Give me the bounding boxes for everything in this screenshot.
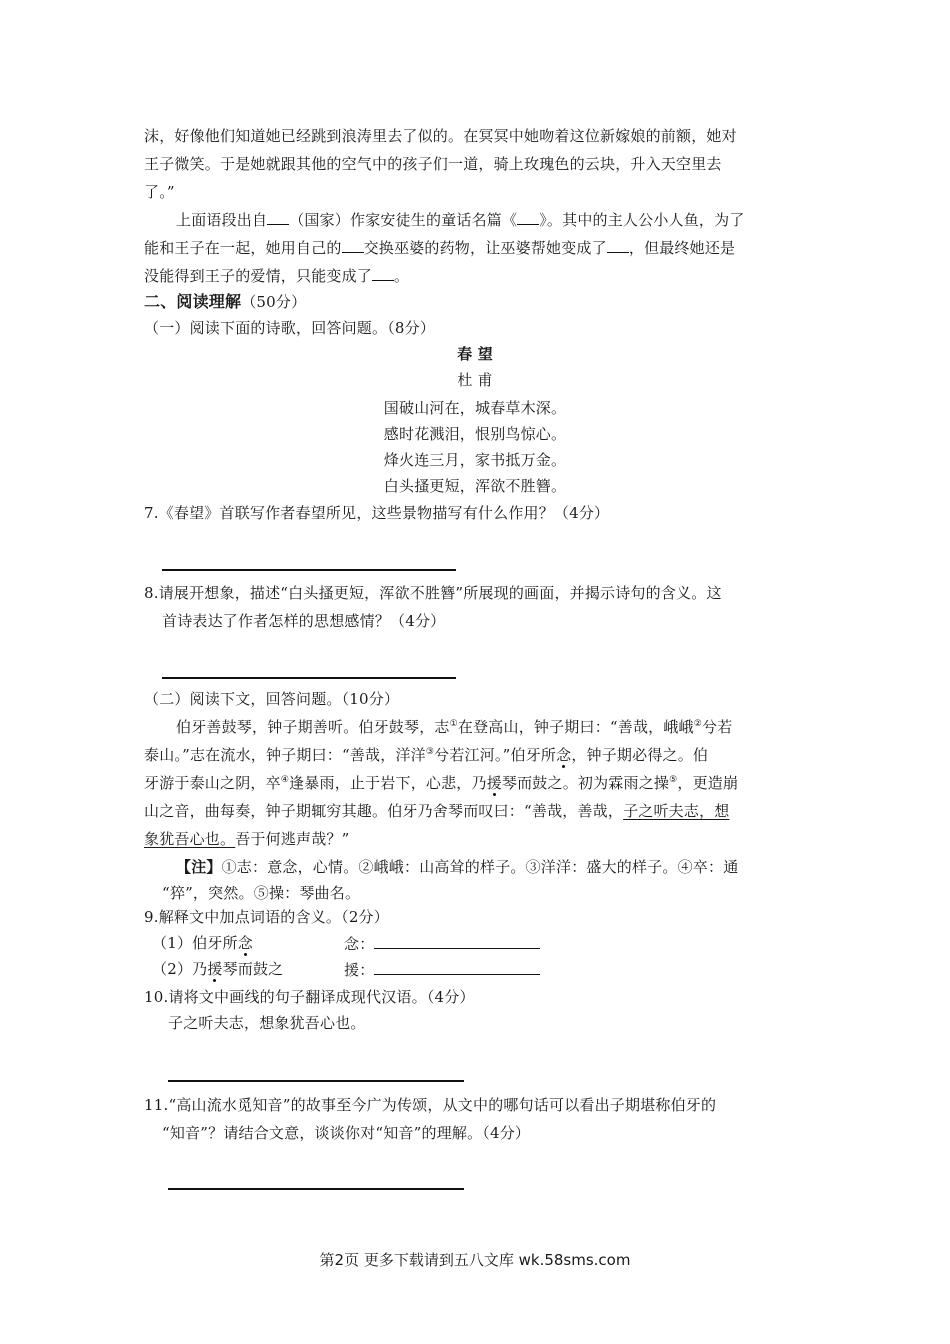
- note-line-2: “猝”，突然。⑤操：琴曲名。: [162, 884, 361, 902]
- q6-line-1: 上面语段出自 （国家）作家安徒生的童话名篇《 》。其中的主人公小人鱼，为了: [176, 211, 745, 229]
- fill-blank[interactable]: [517, 210, 539, 225]
- dotted-word-yuan: 援: [486, 774, 502, 792]
- question-8-line-2: 首诗表达了作者怎样的思想感情？（4分）: [162, 612, 446, 630]
- question-11-line-1: 11.“高山流水觅知音”的故事至今广为传颂，从文中的哪句话可以看出子期堪称伯牙的: [144, 1096, 717, 1114]
- q9-item-1: （1）伯牙所念: [152, 934, 253, 952]
- passage-line-2: 泰山。”志在流水，钟子期曰：“善哉，洋洋③兮若江河。”伯牙所念，钟子期必得之。伯: [144, 746, 709, 764]
- passage-line-5: 象犹吾心也。吾于何逃声哉？”: [144, 830, 350, 848]
- q9-item-2-answer: 援：: [344, 959, 540, 980]
- answer-line-q7[interactable]: [162, 569, 456, 571]
- poem-line-1: 国破山河在，城春草木深。: [383, 399, 567, 417]
- answer-field-2[interactable]: [374, 959, 540, 975]
- q10-sentence: 子之听夫志，想象犹吾心也。: [168, 1014, 366, 1032]
- intro-line-3: 了。”: [144, 183, 175, 201]
- q6-line-2: 能和王子在一起，她用自己的 交换巫婆的药物，让巫婆帮她变成了 ，但最终她还是: [144, 239, 736, 257]
- fill-blank[interactable]: [267, 210, 289, 225]
- fill-blank[interactable]: [372, 266, 394, 281]
- answer-line-q11[interactable]: [168, 1188, 464, 1190]
- q9-item-1-answer: 念：: [344, 933, 540, 954]
- page-footer: 第2页 更多下载请到五八文库 wk.58sms.com: [319, 1251, 631, 1269]
- fill-blank[interactable]: [342, 238, 364, 253]
- dotted-word-nian: 念: [556, 746, 572, 764]
- question-11-line-2: “知音”？请结合文意，谈谈你对“知音”的理解。（4分）: [162, 1124, 531, 1142]
- answer-field-1[interactable]: [374, 933, 540, 949]
- q6-line-3: 没能得到王子的爱情，只能变成了 。: [144, 267, 410, 285]
- question-8-line-1: 8.请展开想象，描述“白头搔更短，浑欲不胜簪”所展现的画面，并揭示诗句的含义。这: [144, 584, 722, 602]
- poem-title: 春 望: [457, 345, 493, 363]
- answer-line-q10[interactable]: [168, 1080, 464, 1082]
- passage-line-1: 伯牙善鼓琴，钟子期善听。伯牙鼓琴，志①在登高山，钟子期曰：“善哉，峨峨②兮若: [176, 718, 733, 736]
- poem-line-2: 感时花溅泪，恨别鸟惊心。: [383, 425, 567, 443]
- note-line-1: 【注】①志：意念，心情。②峨峨：山高耸的样子。③洋洋：盛大的样子。④卒：通: [176, 858, 739, 876]
- section-2-heading: 二、阅读理解（50分）: [144, 292, 307, 311]
- part2-instruction: （二）阅读下文，回答问题。（10分）: [144, 690, 400, 708]
- answer-line-q8[interactable]: [162, 677, 456, 679]
- question-7: 7.《春望》首联写作者春望所见，这些景物描写有什么作用？（4分）: [144, 504, 610, 522]
- underlined-sentence-part-1: 子之听夫志，想: [623, 802, 730, 820]
- poem-author: 杜 甫: [457, 371, 493, 389]
- question-10: 10.请将文中画线的句子翻译成现代汉语。（4分）: [144, 988, 475, 1006]
- underlined-sentence-part-2: 象犹吾心也。: [144, 830, 236, 848]
- passage-line-3: 牙游于泰山之阴，卒④逢暴雨，止于岩下，心悲，乃援琴而鼓之。初为霖雨之操⑤，更造崩: [144, 774, 739, 792]
- intro-line-2: 王子微笑。于是她就跟其他的空气中的孩子们一道，骑上玫瑰色的云块，升入天空里去: [144, 155, 722, 173]
- part1-instruction: （一）阅读下面的诗歌，回答问题。（8分）: [144, 319, 436, 337]
- passage-line-4: 山之音，曲每奏，钟子期辄穷其趣。伯牙乃舍琴而叹曰：“善哉，善哉，子之听夫志，想: [144, 802, 730, 820]
- q9-item-2: （2）乃援琴而鼓之: [152, 960, 284, 978]
- poem-line-4: 白头搔更短，浑欲不胜簪。: [383, 477, 567, 495]
- fill-blank[interactable]: [607, 238, 629, 253]
- poem-line-3: 烽火连三月，家书抵万金。: [383, 451, 567, 469]
- question-9: 9.解释文中加点词语的含义。（2分）: [144, 908, 389, 926]
- intro-line-1: 沫，好像他们知道她已经跳到浪涛里去了似的。在冥冥中她吻着这位新嫁娘的前额，她对: [144, 127, 737, 145]
